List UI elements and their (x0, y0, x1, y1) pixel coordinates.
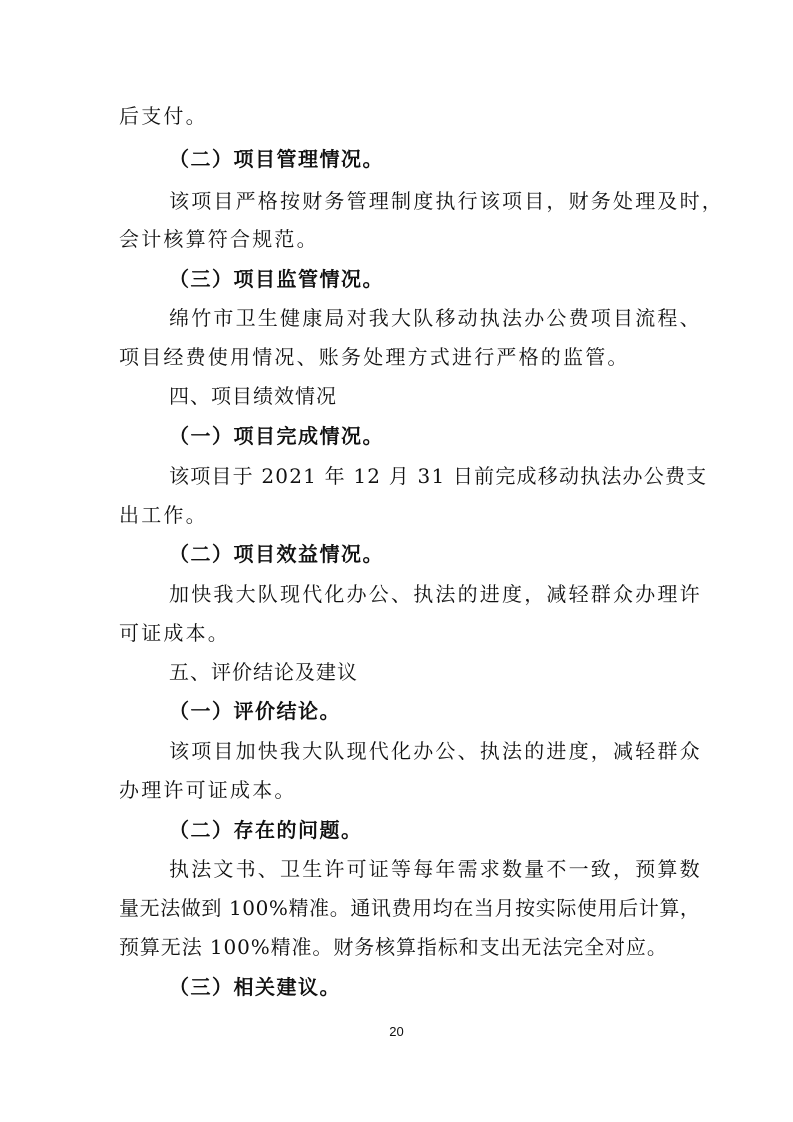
paragraph-line: 该项目于 2021 年 12 月 31 日前完成移动执法办公费支 (169, 464, 708, 488)
paragraph-line: 会计核算符合规范。 (119, 227, 319, 251)
paragraph-line: 出工作。 (119, 503, 208, 527)
paragraph-line: 量无法做到 100%精准。通讯费用均在当月按实际使用后计算， (119, 896, 701, 920)
subsection-heading: （三）项目监管情况。 (169, 267, 384, 291)
paragraph-line: 项目经费使用情况、账务处理方式进行严格的监管。 (119, 345, 630, 369)
section-heading: 五、评价结论及建议 (169, 660, 358, 684)
paragraph-line: 绵竹市卫生健康局对我大队移动执法办公费项目流程、 (169, 306, 702, 330)
paragraph-line: 可证成本。 (119, 621, 230, 645)
subsection-heading: （二）项目效益情况。 (169, 542, 384, 566)
subsection-heading: （一）项目完成情况。 (169, 424, 384, 448)
paragraph-line: 预算无法 100%精准。财务核算指标和支出无法完全对应。 (119, 935, 668, 959)
subsection-heading: （三）相关建议。 (169, 975, 341, 999)
subsection-heading: （二）存在的问题。 (169, 818, 363, 842)
paragraph-line: 后支付。 (119, 104, 208, 128)
paragraph-line: 该项目加快我大队现代化办公、执法的进度，减轻群众 (169, 739, 702, 763)
paragraph-line: 该项目严格按财务管理制度执行该项目，财务处理及时， (169, 189, 724, 213)
paragraph-line: 办理许可证成本。 (119, 778, 297, 802)
paragraph-line: 加快我大队现代化办公、执法的进度，减轻群众办理许 (169, 582, 702, 606)
subsection-heading: （二）项目管理情况。 (169, 147, 384, 171)
paragraph-line: 执法文书、卫生许可证等每年需求数量不一致，预算数 (169, 857, 702, 881)
section-heading: 四、项目绩效情况 (169, 384, 337, 408)
page-number: 20 (389, 1024, 404, 1039)
subsection-heading: （一）评价结论。 (169, 699, 341, 723)
